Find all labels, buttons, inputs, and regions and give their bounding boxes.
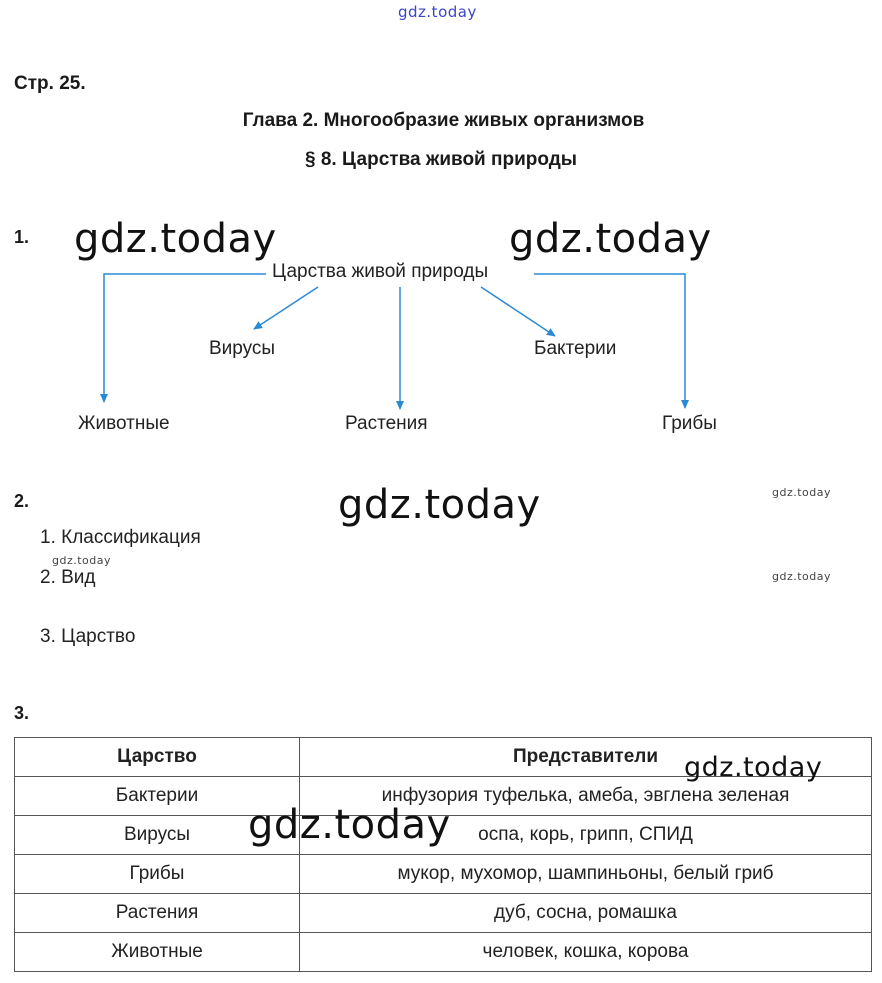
diagram-root: Царства живой природы <box>272 261 489 282</box>
table-cell: человек, кошка, корова <box>300 933 872 972</box>
watermark-large: gdz.today <box>338 482 541 528</box>
table-cell: инфузория туфелька, амеба, эвглена зеленая <box>300 777 872 816</box>
diagram-node-bacteria: Бактерии <box>534 338 617 359</box>
watermark-large: gdz.today <box>248 802 451 848</box>
list-item: 2. Вид <box>40 567 96 588</box>
watermark-top: gdz.today <box>398 3 477 21</box>
section-title: § 8. Царства живой природы <box>304 149 578 170</box>
table-cell: Растения <box>15 894 300 933</box>
watermark-large: gdz.today <box>509 216 712 262</box>
table-cell: Бактерии <box>15 777 300 816</box>
arrow-to-bacteria <box>481 287 555 336</box>
table-cell: Вирусы <box>15 816 300 855</box>
task2-number: 2. <box>14 491 30 511</box>
diagram-node-animals: Животные <box>78 413 170 434</box>
list-item: 3. Царство <box>40 626 136 647</box>
table-cell: оспа, корь, грипп, СПИД <box>300 816 872 855</box>
table-header-kingdom: Царство <box>15 738 300 777</box>
table-cell: мукор, мухомор, шампиньоны, белый гриб <box>300 855 872 894</box>
table-row <box>15 855 872 894</box>
watermark-large: gdz.today <box>74 216 277 262</box>
task3-number: 3. <box>14 703 30 723</box>
table-cell: Животные <box>15 933 300 972</box>
table-header-representatives: Представители <box>300 738 872 777</box>
list-item: 1. Классификация <box>40 527 201 548</box>
diagram-node-plants: Растения <box>345 413 428 434</box>
diagram-node-viruses: Вирусы <box>209 338 276 359</box>
watermark-medium: gdz.today <box>684 752 823 783</box>
table-row <box>15 894 872 933</box>
diagram-node-fungi: Грибы <box>662 413 717 434</box>
table-row <box>15 933 872 972</box>
table-cell: дуб, сосна, ромашка <box>300 894 872 933</box>
task1-number: 1. <box>14 227 30 247</box>
watermark-small: gdz.today <box>772 486 832 499</box>
chapter-title: Глава 2. Многообразие живых организмов <box>242 110 645 131</box>
arrow-to-viruses <box>254 287 318 329</box>
watermark-small: gdz.today <box>772 570 832 583</box>
table-cell: Грибы <box>15 855 300 894</box>
page-label: Стр. 25. <box>14 73 86 94</box>
watermark-small: gdz.today <box>52 554 112 567</box>
